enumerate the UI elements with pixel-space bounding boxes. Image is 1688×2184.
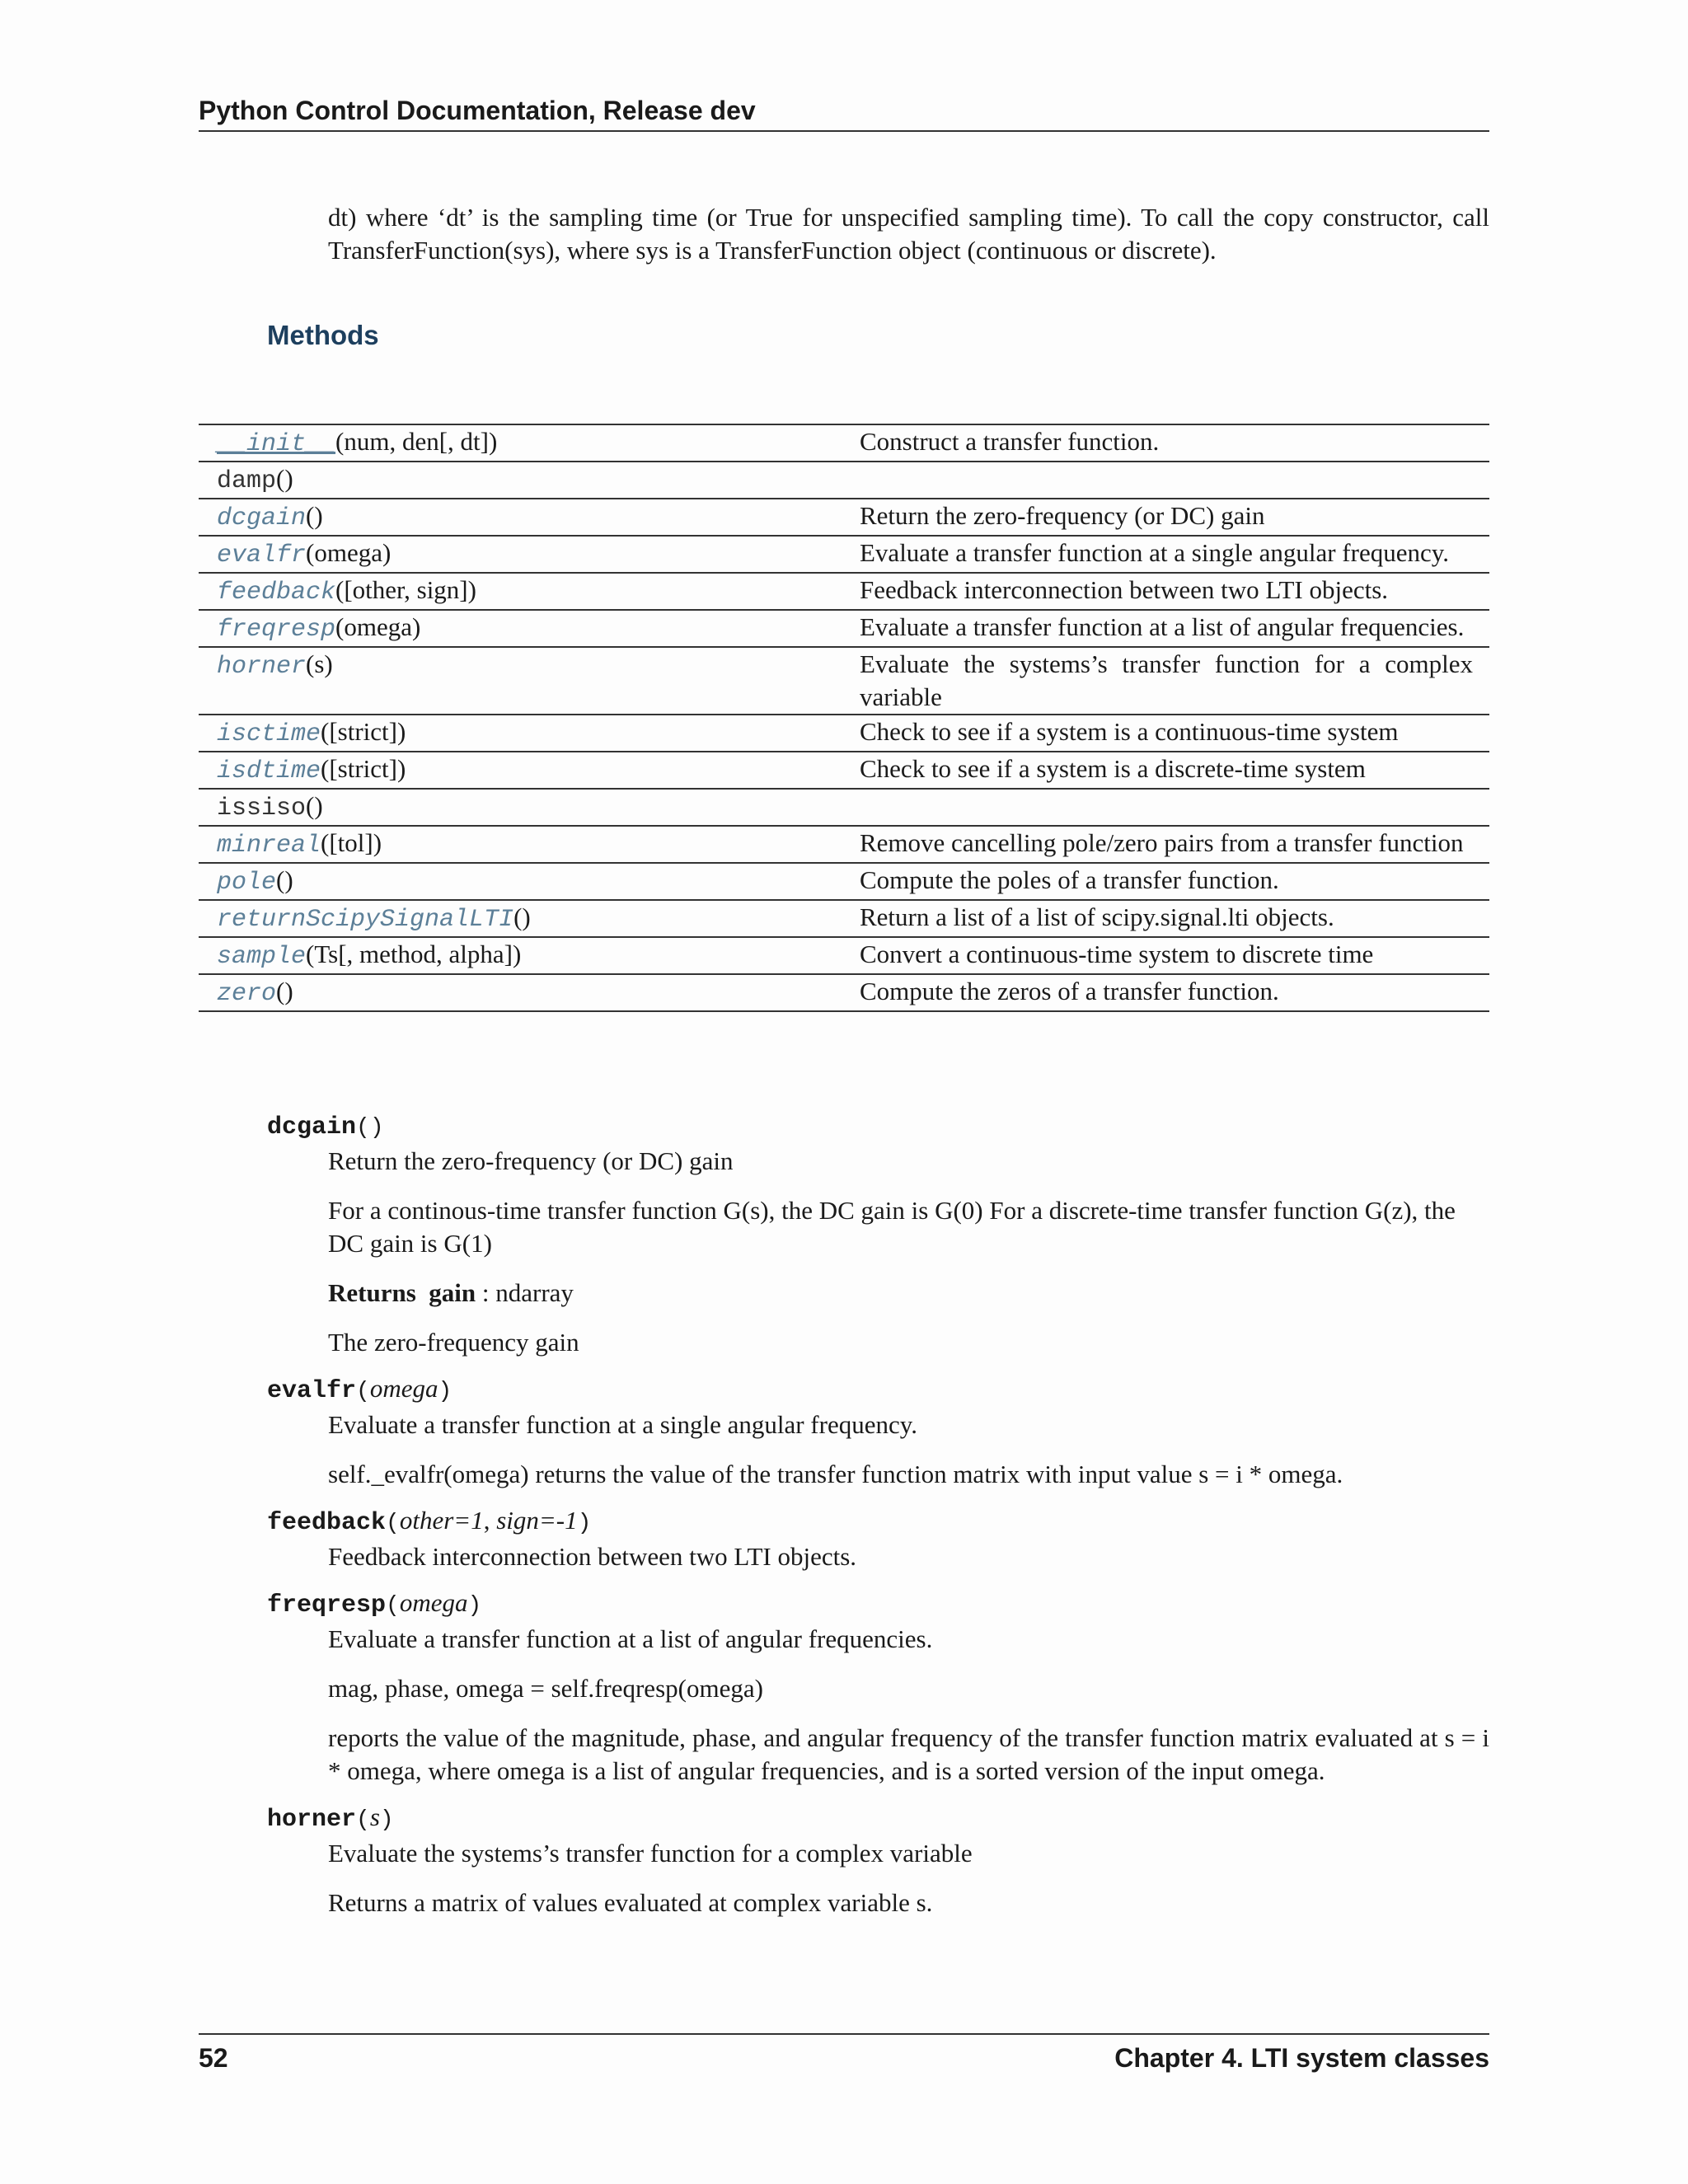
method-link[interactable]: sample (217, 943, 307, 971)
method-args: (omega) (306, 538, 392, 567)
def-freqresp (267, 1586, 1489, 1788)
signature (267, 1586, 1489, 1623)
paren-close: ) (369, 1115, 384, 1141)
def-summary: Evaluate the systems’s transfer function for a complex variable (328, 1839, 973, 1868)
method-args: () (276, 977, 293, 1005)
method-desc: Remove cancelling pole/zero pairs from a transfer function (860, 828, 1464, 857)
signature (267, 1504, 1489, 1540)
table-row (199, 536, 1489, 573)
returns-name: gain (429, 1278, 476, 1307)
def-dcgain (267, 1108, 1489, 1359)
method-desc: Evaluate a transfer function at a list of angular frequencies. (860, 612, 1465, 641)
method-link[interactable]: isctime (217, 720, 321, 748)
method-link[interactable]: dcgain (217, 504, 307, 532)
method-desc: Compute the poles of a transfer function. (860, 865, 1279, 894)
table-row (199, 424, 1489, 462)
def-name: evalfr (267, 1377, 357, 1405)
method-args: ([strict]) (321, 754, 406, 783)
method-desc (860, 462, 1489, 499)
def-feedback (267, 1504, 1489, 1573)
table-row (199, 863, 1489, 900)
signature (267, 1108, 1489, 1145)
method-desc: Convert a continuous-time system to discrete time (860, 940, 1374, 968)
method-desc: Check to see if a system is a discrete-time system (860, 754, 1366, 783)
method-name: issiso (217, 794, 307, 823)
arg-separator: , (483, 1506, 497, 1535)
chapter-title: Chapter 4. LTI system classes (1114, 2043, 1489, 2073)
method-args: () (306, 791, 323, 820)
table-row (199, 937, 1489, 974)
def-name: freqresp (267, 1591, 387, 1619)
paren-close: ) (379, 1807, 394, 1833)
method-args: () (276, 464, 293, 493)
method-args: () (276, 865, 293, 894)
def-detail: Returns a matrix of values evaluated at complex variable s. (328, 1888, 933, 1917)
def-evalfr (267, 1372, 1489, 1491)
def-name: feedback (267, 1509, 387, 1537)
table-row (199, 900, 1489, 937)
method-args: ([strict]) (321, 717, 406, 746)
methods-table (199, 424, 1489, 1012)
method-link[interactable]: zero (217, 980, 277, 1008)
methods-heading: Methods (267, 320, 379, 350)
def-arg: omega (369, 1374, 438, 1403)
method-args: (omega) (335, 612, 421, 641)
method-desc: Return the zero-frequency (or DC) gain (860, 501, 1265, 530)
def-detail: reports the value of the magnitude, phase, and angular frequency of the transfer function matrix evaluated at s = i * omega, where omega is a list of angular frequencies, and is a sorted version of the input omega. (328, 1723, 1489, 1785)
def-arg: sign=-1 (496, 1506, 578, 1535)
paren-open: ( (386, 1511, 400, 1536)
method-name: damp (217, 467, 277, 495)
signature (267, 1801, 1489, 1837)
def-summary: Feedback interconnection between two LTI objects. (328, 1542, 857, 1571)
method-definitions (267, 1108, 1489, 1919)
method-desc: Return a list of a list of scipy.signal.lti objects. (860, 902, 1334, 931)
method-args: (s) (306, 649, 333, 678)
method-args: ([tol]) (321, 828, 382, 857)
table-row (199, 610, 1489, 647)
def-arg: omega (399, 1588, 468, 1617)
method-link[interactable]: horner (217, 653, 307, 681)
method-link[interactable]: __init__ (217, 430, 336, 458)
method-link[interactable]: evalfr (217, 541, 307, 569)
def-name: dcgain (267, 1113, 357, 1141)
method-link[interactable]: returnScipySignalLTI (217, 906, 514, 934)
table-row (199, 789, 1489, 826)
paren-close: ) (438, 1379, 452, 1404)
paren-close: ) (467, 1593, 482, 1619)
def-detail: For a continous-time transfer function G(s), the DC gain is G(0) For a discrete-time transfer function G(z), the DC gain is G(1) (328, 1196, 1456, 1258)
def-detail: self._evalfr(omega) returns the value of the transfer function matrix with input value s = i * omega. (328, 1460, 1343, 1488)
method-desc: Construct a transfer function. (860, 427, 1160, 456)
returns-desc: The zero-frequency gain (328, 1328, 579, 1357)
method-args: () (513, 902, 531, 931)
def-detail: mag, phase, omega = self.freqresp(omega) (328, 1674, 763, 1703)
method-desc: Evaluate a transfer function at a single angular frequency. (860, 538, 1449, 567)
def-arg: other=1 (399, 1506, 484, 1535)
paren-open: ( (356, 1115, 370, 1141)
method-link[interactable]: pole (217, 869, 277, 897)
paren-open: ( (356, 1379, 370, 1404)
returns-label: Returns (328, 1278, 416, 1307)
method-desc (860, 789, 1489, 826)
method-link[interactable]: freqresp (217, 616, 336, 644)
table-row (199, 826, 1489, 863)
page-header (199, 92, 1489, 132)
method-link[interactable]: isdtime (217, 757, 321, 785)
def-summary: Evaluate a transfer function at a list of angular frequencies. (328, 1624, 933, 1653)
def-arg: s (369, 1802, 380, 1831)
method-args: (Ts[, method, alpha]) (306, 940, 522, 968)
method-args: () (306, 501, 323, 530)
def-summary: Evaluate a transfer function at a single angular frequency. (328, 1410, 917, 1439)
def-horner (267, 1801, 1489, 1919)
paren-close: ) (577, 1511, 592, 1536)
table-row (199, 974, 1489, 1011)
method-desc: Compute the zeros of a transfer function. (860, 977, 1279, 1005)
def-summary: Return the zero-frequency (or DC) gain (328, 1146, 734, 1175)
table-row (199, 462, 1489, 499)
table-row (199, 573, 1489, 610)
method-desc: Feedback interconnection between two LTI objects. (860, 575, 1389, 604)
method-args: (num, den[, dt]) (335, 427, 498, 456)
method-link[interactable]: minreal (217, 832, 321, 860)
method-desc: Check to see if a system is a continuous-time system (860, 717, 1399, 746)
signature (267, 1372, 1489, 1408)
method-desc: Evaluate the systems’s transfer function for a complex variable (860, 649, 1473, 711)
def-name: horner (267, 1806, 357, 1834)
page-number: 52 (199, 2043, 228, 2073)
paren-open: ( (386, 1593, 400, 1619)
table-row (199, 715, 1489, 752)
method-link[interactable]: feedback (217, 579, 336, 607)
table-row (199, 499, 1489, 536)
returns-type: : ndarray (476, 1278, 574, 1307)
method-args: ([other, sign]) (335, 575, 476, 604)
page-footer (199, 2033, 1489, 2076)
intro-paragraph: dt) where ‘dt’ is the sampling time (or True for unspecified sampling time). To call the copy constructor, call TransferFunction(sys), where sys is a TransferFunction object (continuous or discrete). (328, 203, 1489, 265)
table-row (199, 647, 1489, 715)
paren-open: ( (356, 1807, 370, 1833)
table-row (199, 752, 1489, 789)
returns-line (328, 1277, 1489, 1310)
header-title: Python Control Documentation, Release dev (199, 96, 756, 125)
